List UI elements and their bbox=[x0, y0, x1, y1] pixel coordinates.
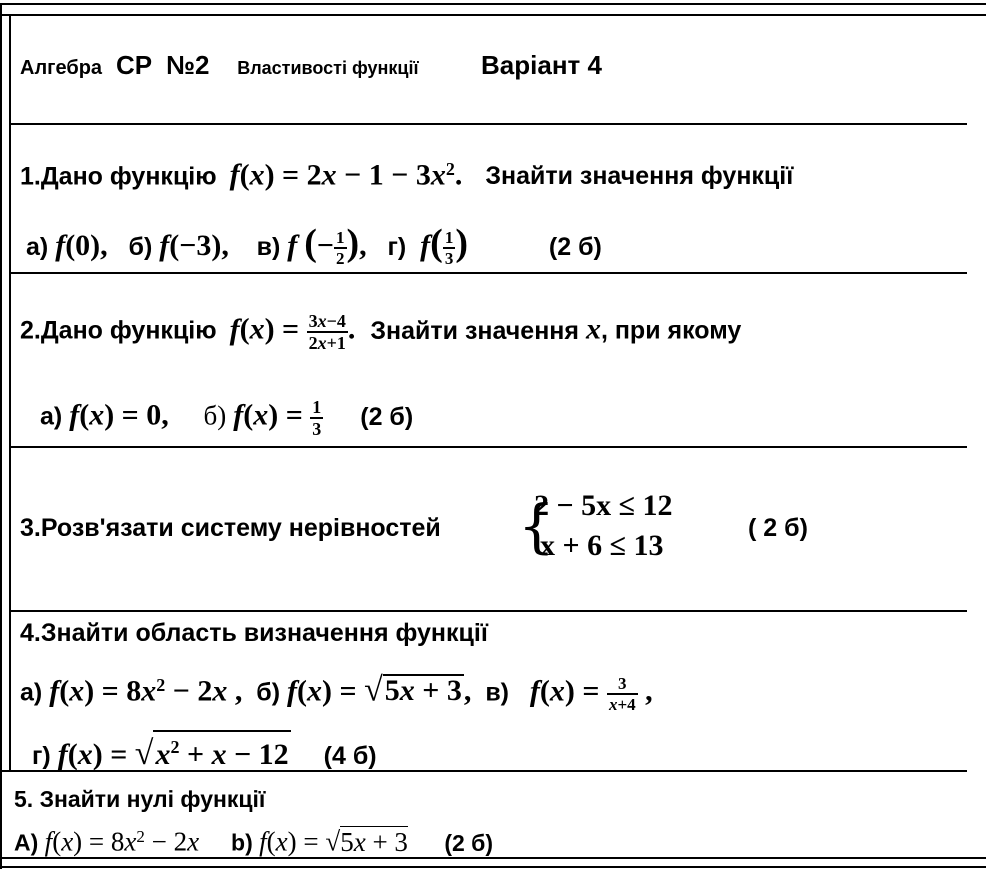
divider-2 bbox=[9, 272, 967, 274]
task2-fraction: $\frac{3x-4}{2x+1}$ bbox=[308, 311, 346, 353]
variant: Варіант 4 bbox=[481, 50, 602, 80]
divider-1 bbox=[9, 123, 967, 125]
task4-item-a: а) bbox=[20, 678, 43, 707]
task3-brace: { bbox=[518, 492, 555, 560]
task3-points: ( 2 б) bbox=[748, 514, 808, 542]
task2-suffix: , при якому bbox=[600, 316, 742, 345]
task4-title: 4.Знайти область визначення функції bbox=[20, 619, 488, 647]
task1-intro: 1.Дано функцію bbox=[20, 162, 217, 191]
task4-fraction: $\frac{3}{x+4}$ bbox=[608, 673, 636, 714]
divider-3 bbox=[9, 446, 967, 448]
task5-points: (2 б) bbox=[444, 829, 494, 856]
task5-line: А) $f(x) = 8x^2 - 2x$ b) f(x) = √5x + 3 (2 б) bbox=[14, 826, 494, 857]
task3-ineq2: x + 6 ≤ 13 bbox=[540, 529, 664, 562]
task2-line1: 2.Дано функцію f(x) = $\frac{3x-4}{2x+1}$ . Знайти значення x, при якому bbox=[20, 311, 742, 353]
fraction-one-half: $\frac{1}{2}$ bbox=[336, 228, 345, 269]
task3-intro: 3.Розв'язати систему нерівностей bbox=[20, 514, 441, 542]
task2-intro: 2.Дано функцію bbox=[20, 316, 217, 345]
task4-item-d: г) bbox=[32, 742, 51, 770]
task1-points: (2 б) bbox=[548, 233, 602, 261]
task2-item-a: а) bbox=[40, 402, 63, 431]
fraction-one-third: $\frac{1}{3}$ bbox=[444, 228, 454, 269]
task4-points: (4 б) bbox=[323, 742, 377, 770]
task1-formula: f bbox=[229, 158, 240, 192]
task1-item-a: а) bbox=[26, 233, 49, 261]
task4-item-c: в) bbox=[485, 678, 510, 707]
header bbox=[20, 50, 602, 83]
task4-item-b: б) bbox=[256, 678, 281, 707]
task2-points: (2 б) bbox=[360, 402, 414, 431]
task4-line2: г) $f(x) = √x^2 + x - 12$ (4 б) bbox=[32, 730, 377, 771]
outer-left-line bbox=[0, 5, 2, 869]
inner-left-line bbox=[9, 16, 11, 771]
task1-item-d: г) bbox=[387, 233, 407, 261]
work-number: №2 bbox=[165, 50, 210, 80]
task2-var: x bbox=[585, 312, 601, 346]
task5-item-b: b) bbox=[231, 829, 253, 856]
task1-item-c: в) bbox=[256, 233, 281, 261]
task1-task-text: Знайти значення функції bbox=[485, 162, 794, 191]
outer-top-line-2 bbox=[0, 14, 986, 16]
task3-ineq1: 2 − 5x ≤ 12 bbox=[534, 489, 673, 522]
task2-item-b: б) bbox=[203, 400, 227, 431]
task5-title: 5. Знайти нулі функції bbox=[14, 786, 266, 812]
work-type: СР bbox=[115, 50, 153, 80]
outer-top-line bbox=[0, 3, 986, 5]
task2-task-text: Знайти значення bbox=[370, 316, 579, 345]
divider-4 bbox=[9, 610, 967, 612]
task1-line1: 1.Дано функцію $f(x) = 2x - 1 - 3x^2$. Знайти значення функції bbox=[20, 158, 794, 192]
topic: Властивості функції bbox=[237, 58, 419, 78]
task2-fraction-one-third: $\frac{1}{3}$ bbox=[312, 397, 322, 439]
outer-bottom-line-2 bbox=[0, 866, 986, 868]
task1-item-b: б) bbox=[128, 233, 153, 261]
task2-line2: а) f(x) = 0, б) f(x) = $\frac{1}{3}$ (2 б) bbox=[40, 397, 414, 439]
task1-line2: а) f(0), б) f(−3), в) f (− $\frac{1}{2}$ ), г) f( $\frac{1}{3}$ ) (2 б) bbox=[26, 222, 602, 269]
subject: Алгебра bbox=[20, 57, 103, 79]
task5-item-a: А) bbox=[14, 829, 39, 856]
task4-line1: а) $f(x) = 8x^2 - 2x$ , б) f(x) = √5x + 3, в) f(x) = $\frac{3}{x+4}$ , bbox=[20, 671, 653, 714]
